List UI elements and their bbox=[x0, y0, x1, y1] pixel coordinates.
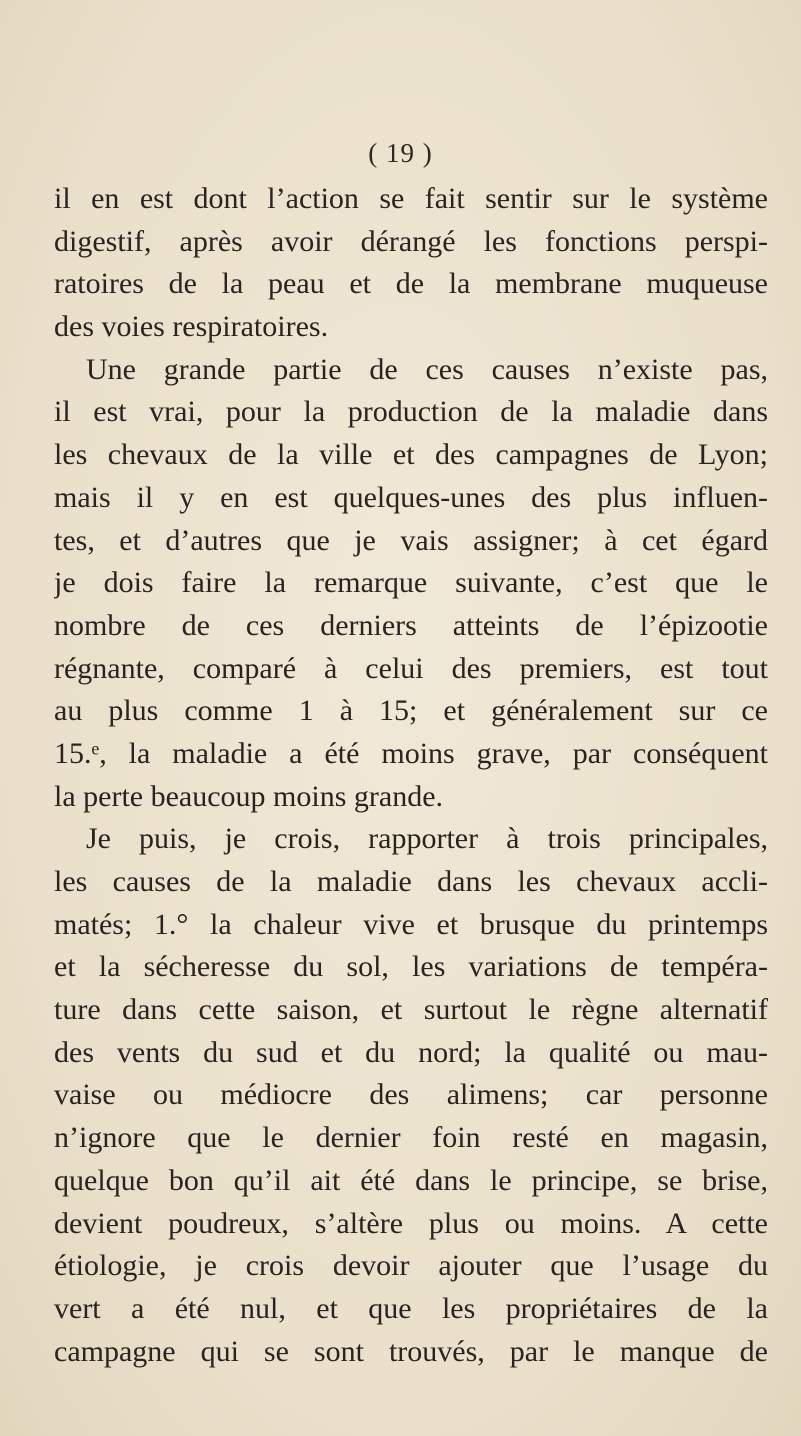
text-line: nombre de ces derniers atteints de l’épizootie bbox=[54, 608, 768, 642]
text-line: quelque bon qu’il ait été dans le principe, se brise, bbox=[54, 1163, 768, 1197]
text-line: la perte beaucoup moins grande. bbox=[54, 779, 444, 813]
text-line: les chevaux de la ville et des campagnes de Lyon; bbox=[54, 438, 768, 472]
text-line: ture dans cette saison, et surtout le règne alternatif bbox=[54, 993, 768, 1027]
text-line: n’ignore que le dernier foin resté en magasin, bbox=[54, 1121, 768, 1155]
page-number: ( 19 ) bbox=[368, 138, 433, 168]
text-line: mais il y en est quelques-unes des plus influen- bbox=[54, 480, 768, 514]
text-line: matés; 1.° la chaleur vive et brusque du printemps bbox=[54, 907, 768, 941]
text-line: vaise ou médiocre des alimens; car personne bbox=[54, 1078, 768, 1112]
text-line: des voies respiratoires. bbox=[54, 310, 329, 344]
text-line: les causes de la maladie dans les chevaux accli- bbox=[54, 865, 768, 898]
text-line: des vents du sud et du nord; la qualité ou mau- bbox=[54, 1035, 768, 1069]
text-line: devient poudreux, s’altère plus ou moins. A cette bbox=[54, 1206, 768, 1240]
text-line: 15.ᵉ, la maladie a été moins grave, par conséquent bbox=[54, 736, 768, 770]
text-line: campagne qui se sont trouvés, par le manque de bbox=[54, 1334, 768, 1368]
text-line: Je puis, je crois, rapporter à trois principales, bbox=[86, 822, 768, 856]
text-line: vert a été nul, et que les propriétaires de la bbox=[54, 1291, 768, 1325]
body-text bbox=[54, 178, 768, 1373]
text-line: il est vrai, pour la production de la maladie dans bbox=[54, 395, 768, 429]
text-line: je dois faire la remarque suivante, c’est que le bbox=[54, 566, 768, 600]
text-line: régnante, comparé à celui des premiers, est tout bbox=[54, 651, 768, 685]
text-line: tes, et d’autres que je vais assigner; à cet égard bbox=[54, 523, 768, 557]
text-line: ratoires de la peau et de la membrane muqueuse bbox=[54, 267, 768, 301]
text-line: il en est dont l’action se fait sentir sur le système bbox=[54, 182, 768, 215]
text-line: Une grande partie de ces causes n’existe pas, bbox=[86, 352, 768, 386]
text-line: étiologie, je crois devoir ajouter que l’usage du bbox=[54, 1249, 768, 1283]
text-line: au plus comme 1 à 15; et généralement sur ce bbox=[54, 694, 768, 728]
text-line: et la sécheresse du sol, les variations de tempéra- bbox=[54, 950, 768, 984]
text-line: digestif, après avoir dérangé les fonctions perspi- bbox=[54, 224, 768, 258]
